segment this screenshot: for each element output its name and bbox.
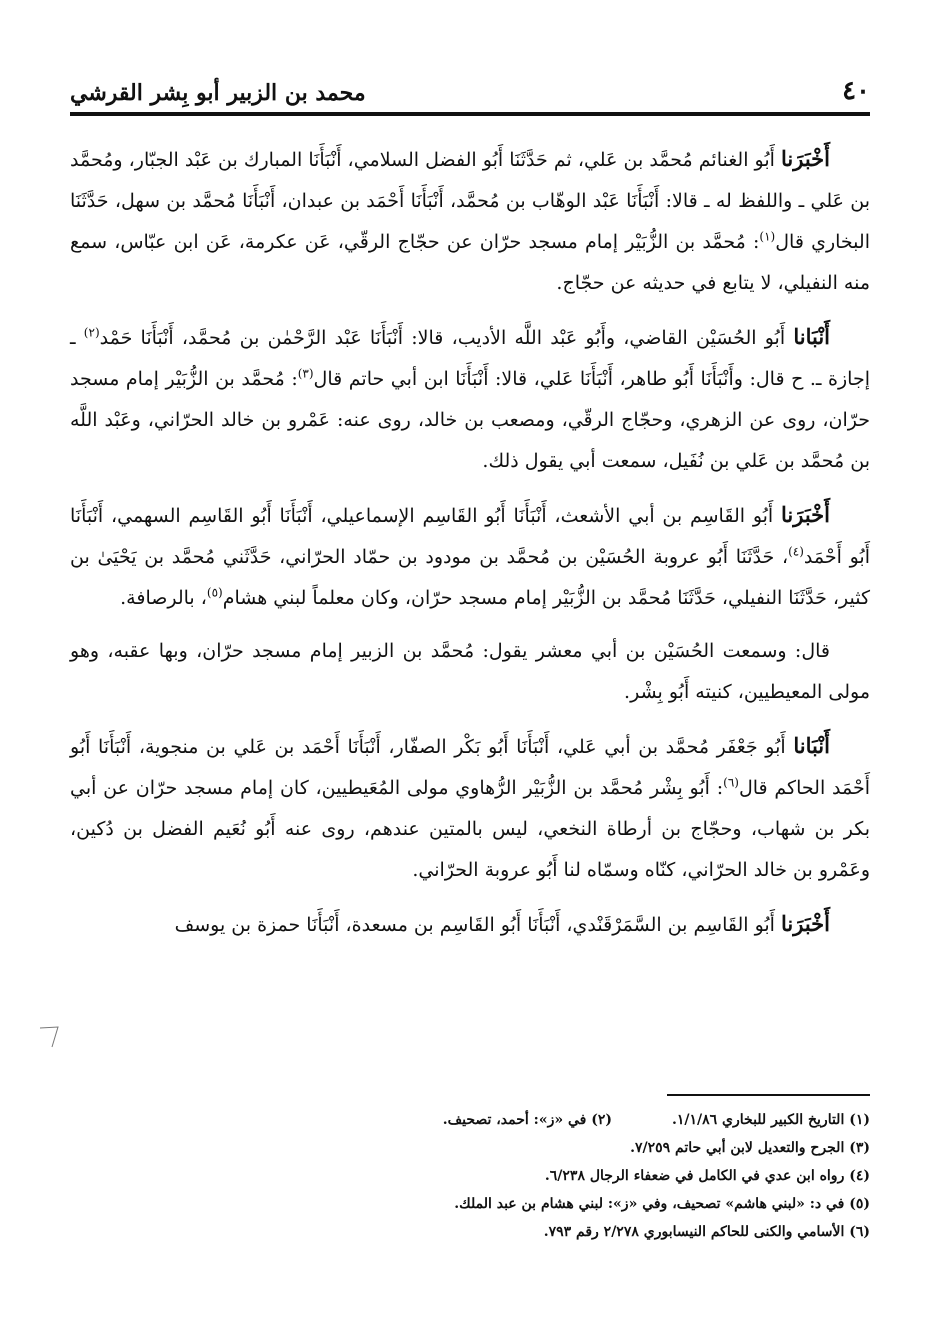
paragraph-text: أَبُو الحُسَيْن القاضي، وأَبُو عَبْد اللَّه الأديب، قالا: أَنْبَأَنَا عَبْد الرَّحْمٰن بن مُحمَّد، أَنْبَأَنَا حَمْد [99, 327, 794, 349]
paragraph-lead: أَخْبَرَنا [781, 911, 830, 936]
footnote-ref[interactable]: (١) [759, 229, 776, 244]
paragraph-text: أَبُو القَاسِم بن أبي الأشعث، أَنْبَأَنَا أَبُو القَاسِم الإسماعيلي، أَنْبَأَنَا أَبُو القَاسِم السهمي، أَنْبَأَنَا أَبُو أَحْمَد [70, 505, 870, 568]
footnote-ref[interactable]: (٦) [723, 775, 739, 790]
footnote-2: (٢) في «ز»: أحمد، تصحيف. [442, 1112, 612, 1128]
main-text [70, 138, 870, 958]
footnote-5: (٥) في د: «لبني هاشم» تصحيف، وفي «ز»: لبني هشام بن عبد الملك. [454, 1196, 870, 1212]
header-rule [70, 112, 870, 116]
paragraph-text: أَبُو الغنائم مُحمَّد بن عَلي، ثم حَدَّثَنَا أَبُو الفضل السلامي، أَنْبَأَنَا المبارك بن عَبْد الجبّار، ومُحمَّد بن عَلي ـ واللفظ له ـ قالا: أَنْبَأَنَا عَبْد الوهّاب بن مُحمَّد، أَنْبَأَنَا أَحْمَد بن عبدان، أَنْبَأَنَا مُحمَّد بن سهل، حَدَّثَنَا البخاري قال [70, 149, 870, 253]
paragraph-4 [70, 631, 870, 713]
paragraph-3 [70, 494, 870, 619]
footnote-3: (٣) الجرح والتعديل لابن أبي حاتم ٧/٢٥٩. [630, 1140, 870, 1156]
paragraph-tail: ـ إجازة ـ. ح قال: وأَنْبَأَنَا أَبُو طاهر، أَنْبَأَنَا عَلي، قالا: أَنْبَأَنَا ابن أبي حاتم قال [70, 327, 870, 390]
footnote-ref[interactable]: (٣) [297, 366, 314, 381]
footnote-ref[interactable]: (٤) [788, 544, 804, 559]
paragraph-2 [70, 316, 870, 482]
page-header [70, 62, 870, 106]
paragraph-text: قال: وسمعت الحُسَيْن بن أبي معشر يقول: مُحمَّد بن الزبير إمام مسجد حرّان، وبها عقبه، وهو مولى المعيطيين، كنيته أَبُو بِشْر. [70, 640, 870, 703]
footnote-ref[interactable]: (٢) [83, 325, 100, 340]
paragraph-lead: أَنْبَانا [793, 324, 831, 349]
page-number: ٤٠ [842, 76, 870, 106]
paragraph-text: أَبُو القَاسِم بن السَّمَرْقَنْدي، أَنْبَأَنَا أَبُو القَاسِم بن مسعدة، أَنْبَأَنَا حمزة بن يوسف [174, 914, 782, 936]
paragraph-lead: أَنْبَانا [793, 733, 830, 758]
paragraph-5 [70, 725, 870, 891]
footnote-rule [667, 1094, 870, 1096]
paragraph-tail: : أَبُو بِشْر مُحمَّد بن الزُّبَيْر الرُّهاوي مولى المُعَيطيين، كان إمام مسجد حرّان عن أبي بكر بن شهاب، وحجّاج بن أرطاة النخعي، ليس بالمتين عندهم، روى عنه أَبُو نُعَيم الفضل بن دُكين، وعَمْرو بن خالد الحرّاني، كنّاه وسمّاه لنا أَبُو عروبة الحرّاني. [70, 777, 870, 881]
paragraph-6 [70, 903, 870, 946]
footnote-row [70, 1106, 870, 1134]
paragraph-1 [70, 138, 870, 304]
margin-pencil-mark [38, 1025, 60, 1049]
paragraph-lead: أَخْبَرَنا [781, 502, 830, 527]
paragraph-tail: : مُحمَّد بن الزُّبَيْر إمام مسجد حرّان عن حجّاج الرقّي، عَن عكرمة، عَن ابن عبّاس، سمع منه النفيلي، لا يتابع في حديثه عن حجّاج. [70, 231, 870, 294]
paragraph-text: أَبُو جَعْفَر مُحمَّد بن أبي عَلي، أَنْبَأَنَا أَبُو بَكْر الصفّار، أَنْبَأَنَا أَحْمَد بن عَلي بن منجوية، أَنْبَأَنَا أَبُو أَحْمَد الحاكم قال [70, 736, 870, 799]
footnote-4: (٤) رواه ابن عدي في الكامل في ضعفاء الرجال ٦/٢٣٨. [544, 1168, 870, 1184]
paragraph-tail: ، حَدَّثَنَا أَبُو عروبة الحُسَيْن بن مُحمَّد بن مودود بن حمّاد الحرّاني، حَدَّثَني مُحمَّد بن يَحْيَىٰ بن كثير، حَدَّثَنَا النفيلي، حَدَّثَنَا مُحمَّد بن الزُّبَيْر إمام مسجد حرّان، وكان معلماً لبني هشام [70, 546, 870, 609]
footnote-ref[interactable]: (٥) [206, 585, 223, 600]
paragraph-lead: أَخْبَرَنا [781, 146, 830, 171]
running-title: محمد بن الزبير أبو بِشر القرشي [70, 80, 366, 106]
paragraph-tail: ، بالرصافة. [120, 587, 207, 609]
footnote-1: (١) التاريخ الكبير للبخاري ١/١/٨٦. [671, 1112, 870, 1128]
paragraph-tail: : مُحمَّد بن الزُّبَيْر إمام مسجد حرّان، روى عن الزهري، وحجّاج الرقّي، ومصعب بن خالد، روى عنه: عَمْرو بن خالد الحرّاني، وعَبْد اللَّه بن مُحمَّد بن عَلي بن نُفَيل، سمعت أبي يقول ذلك. [70, 368, 870, 472]
footnotes [70, 1106, 870, 1246]
footnote-6: (٦) الأسامي والكنى للحاكم النيسابوري ٢/٢٧٨ رقم ٧٩٣. [543, 1224, 870, 1240]
